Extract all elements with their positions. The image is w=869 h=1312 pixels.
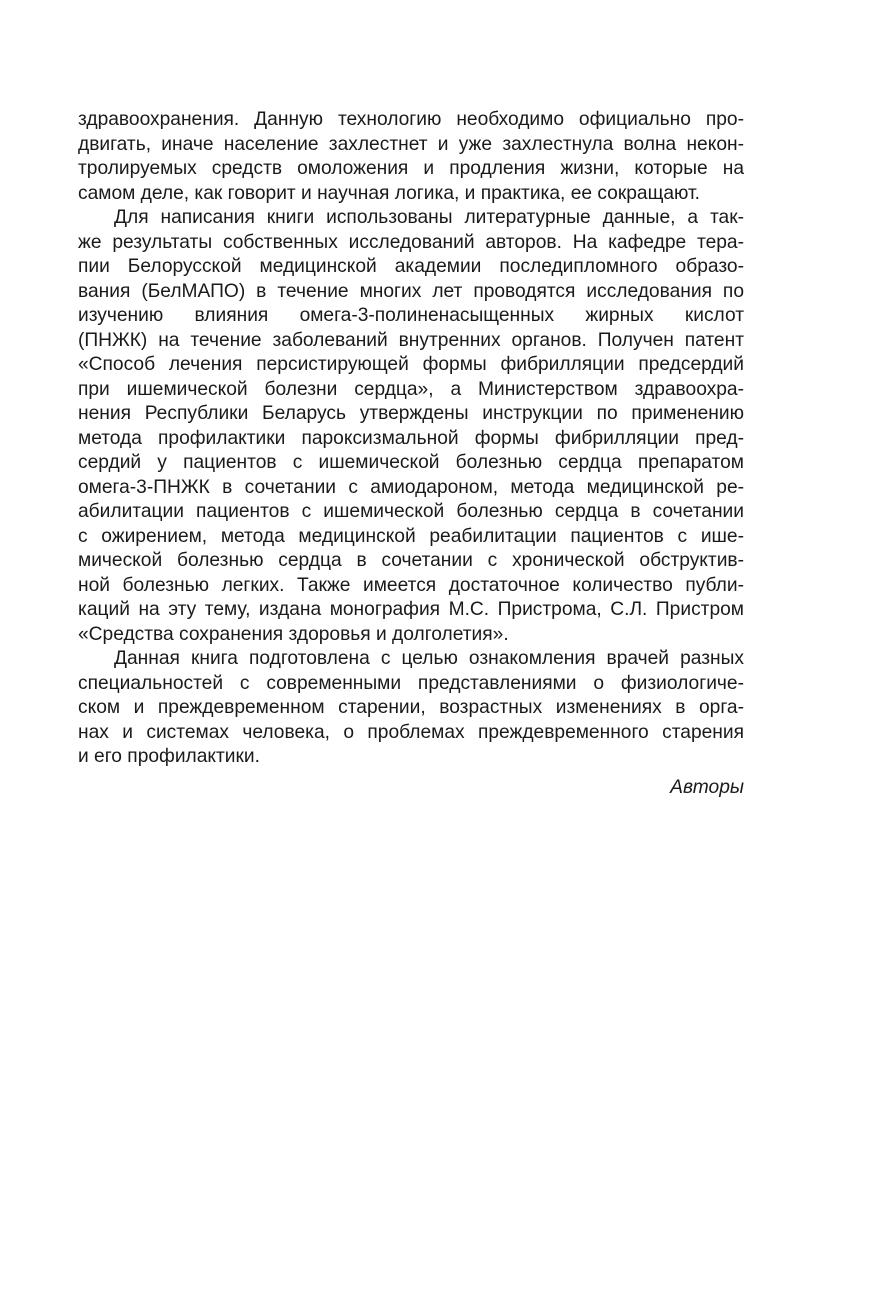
text-line: ной болезнью легких. Также имеется достаточное количество публи-: [78, 574, 744, 596]
text-line: метода профилактики пароксизмальной формы фибрилляции пред-: [78, 427, 744, 449]
paragraph-1: [78, 108, 744, 206]
body-text: [78, 108, 744, 800]
text-line: нения Республики Беларусь утверждены инструкции по применению: [78, 403, 744, 424]
text-line: Данная книга подготовлена с целью ознакомления врачей разных: [114, 648, 744, 669]
text-line: с ожирением, метода медицинской реабилитации пациентов с ише-: [78, 525, 744, 547]
text-line: двигать, иначе население захлестнет и уже захлестнула волна некон-: [78, 133, 744, 155]
text-line: каций на эту тему, издана монография М.С. Пристрома, С.Л. Пристром: [78, 599, 744, 620]
text-line: «Способ лечения персистирующей формы фибрилляции предсердий: [78, 354, 744, 375]
text-line: «Средства сохранения здоровья и долголетия».: [78, 623, 509, 645]
text-line: специальностей с современными представлениями о физиологиче-: [78, 672, 744, 694]
text-line: абилитации пациентов с ишемической болезнью сердца в сочетании: [78, 501, 744, 522]
text-line: Для написания книги использованы литературные данные, а так-: [114, 207, 744, 228]
text-line: изучению влияния омега-3-полиненасыщенных жирных кислот: [78, 305, 744, 326]
text-line: пии Белорусской медицинской академии последипломного образо-: [78, 256, 744, 277]
paragraph-3: [78, 647, 744, 770]
text-line: при ишемической болезни сердца», а Министерством здравоохра-: [78, 378, 744, 400]
text-line: нах и системах человека, о проблемах преждевременного старения: [78, 721, 744, 743]
signature-authors: Авторы: [670, 776, 744, 798]
text-line: и его профилактики.: [78, 746, 260, 767]
text-line: ском и преждевременном старении, возрастных изменениях в орга-: [78, 697, 744, 718]
text-line: сердий у пациентов с ишемической болезнью сердца препаратом: [78, 452, 744, 473]
text-line: тролируемых средств омоложения и продления жизни, которые на: [78, 158, 744, 179]
text-line: (ПНЖК) на течение заболеваний внутренних органов. Получен патент: [78, 329, 744, 351]
text-line: же результаты собственных исследований авторов. На кафедре тера-: [78, 231, 744, 253]
text-line: самом деле, как говорит и научная логика, и практика, ее сокращают.: [78, 182, 701, 204]
paragraph-2: [78, 206, 744, 647]
text-line: вания (БелМАПО) в течение многих лет проводятся исследования по: [78, 280, 744, 302]
text-line: здравоохранения. Данную технологию необходимо официально про-: [78, 109, 744, 130]
text-line: мической болезнью сердца в сочетании с хронической обструктив-: [78, 550, 744, 571]
text-line: омега-3-ПНЖК в сочетании с амиодароном, метода медицинской ре-: [78, 476, 744, 498]
